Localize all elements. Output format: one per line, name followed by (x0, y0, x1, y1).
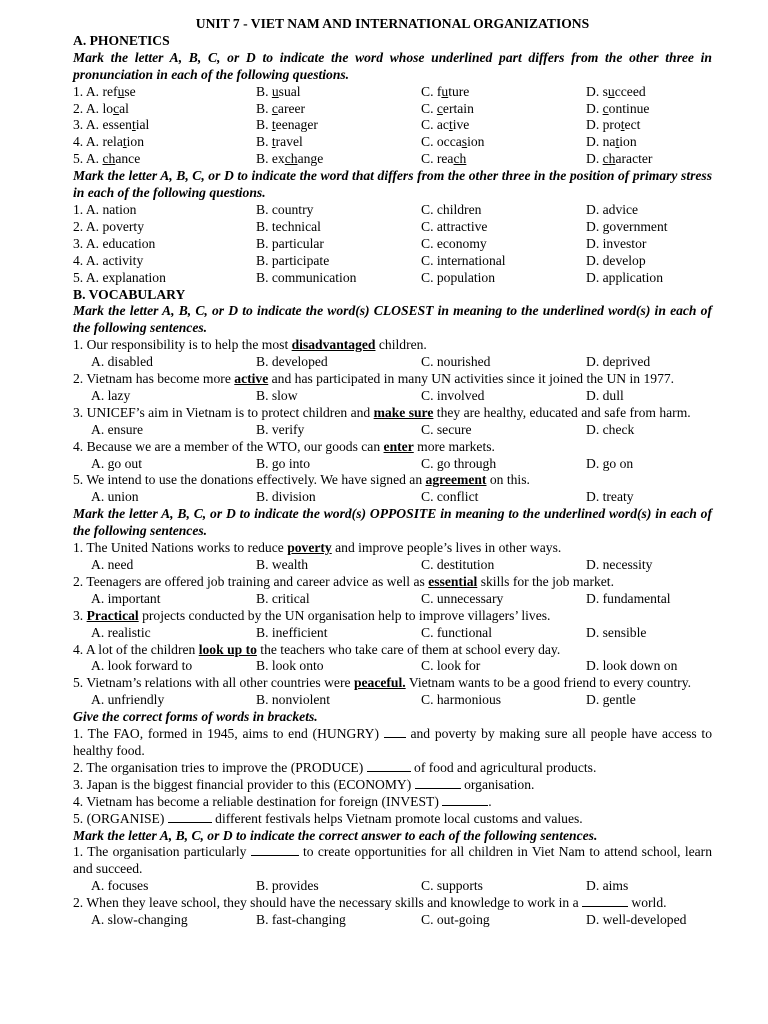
answer-option: A. focuses (91, 878, 149, 894)
answer-options-row (73, 489, 712, 506)
option-text: D. advice (586, 201, 639, 217)
word-part: ange (297, 151, 324, 167)
phonetics-heading: A. PHONETICS (73, 32, 170, 48)
answer-option: B. provides (256, 878, 319, 894)
option-text: A. nation (85, 201, 137, 217)
question-stem: 1. The United Nations works to reduce (73, 540, 288, 556)
answer-option: B. slow (256, 387, 298, 403)
answer-option: C. functional (421, 624, 492, 640)
answer-option: C. look for (421, 658, 481, 674)
option-text: A. poverty (85, 218, 144, 234)
underlined-keyword: Practical (86, 607, 139, 623)
question-text (73, 439, 712, 456)
option-letter: A. (85, 117, 100, 133)
option-letter: C. (421, 100, 434, 116)
option-letter: B. (256, 83, 269, 99)
answer-option (586, 270, 712, 287)
answer-option: C. supports (421, 878, 483, 894)
question-stem: different festivals helps Vietnam promote local customs and values. (211, 810, 583, 826)
question-stem: and improve people’s lives in other ways. (331, 540, 562, 556)
underlined-sound: t (615, 134, 620, 150)
pronunciation-question-list (73, 84, 712, 169)
answer-option (256, 236, 421, 253)
word-part: ture (448, 83, 470, 99)
answer-options-row (73, 658, 712, 675)
page-title: UNIT 7 - VIET NAM AND INTERNATIONAL ORGANIZATIONS (195, 16, 590, 31)
answer-option: D. sensible (586, 624, 647, 640)
word-part: ion (467, 134, 485, 150)
answer-option (73, 134, 256, 151)
question-stem: world. (628, 895, 667, 911)
answer-option: D. deprived (586, 354, 651, 370)
answer-option: B. go into (256, 455, 311, 471)
answer-blank[interactable] (442, 794, 488, 806)
question-text (73, 337, 712, 354)
answer-option: C. secure (421, 421, 472, 437)
question-stem: the teachers who take care of them at school every day. (256, 641, 561, 657)
option-text: D. government (586, 218, 668, 234)
answer-option (256, 219, 421, 236)
answer-option: D. necessity (586, 557, 653, 572)
question-text (73, 760, 712, 777)
underlined-keyword: active (234, 371, 269, 387)
answer-blank[interactable] (367, 760, 411, 772)
underlined-sound: ch (602, 151, 616, 167)
question-stem: and poverty by making sure all people have access to healthy food. (73, 726, 712, 758)
question-number: 5. (73, 269, 84, 285)
underlined-sound: t (271, 117, 276, 133)
underlined-keyword: enter (383, 438, 414, 454)
option-letter: C. (421, 134, 434, 150)
option-letter: C. (421, 83, 434, 99)
answer-option (421, 101, 586, 118)
question-text (73, 405, 712, 422)
word-part: pro (602, 117, 621, 133)
question-stem: 1. Our responsibility is to help the most (73, 337, 292, 353)
question-row (73, 84, 712, 101)
question-row (73, 151, 712, 168)
answer-option (421, 202, 586, 219)
question-stem: 2. Teenagers are offered job training and career advice as well as (73, 573, 429, 589)
question-row (73, 117, 712, 134)
opposite-meaning-question-list (73, 540, 712, 709)
word-part: sual (278, 83, 301, 99)
answer-option: B. division (256, 489, 316, 505)
question-number: 4. (73, 252, 84, 268)
option-letter: B. (256, 117, 269, 133)
question-stem: 5. We intend to use the donations effectively. We have signed an (73, 472, 426, 488)
question-text (73, 472, 712, 489)
answer-options-row (73, 422, 712, 439)
question-row (73, 202, 712, 219)
answer-option: A. unfriendly (91, 692, 165, 708)
answer-option: D. look down on (586, 658, 678, 674)
option-letter: C. (421, 151, 434, 167)
question-stem: Vietnam wants to be a good friend to every country. (405, 675, 692, 691)
option-text: B. country (256, 201, 314, 217)
answer-option (421, 151, 586, 168)
question-stem: skills for the job market. (477, 573, 614, 589)
option-letter: A. (85, 100, 100, 116)
question-text (73, 726, 712, 760)
underlined-sound: u (271, 83, 279, 99)
option-text: C. economy (421, 235, 487, 251)
question-stem: 2. The organisation tries to improve the (PRODUCE) (73, 759, 367, 775)
underlined-sound: ch (102, 151, 116, 167)
question-number: 1. (73, 83, 84, 99)
underlined-keyword: poverty (287, 540, 332, 556)
word-part: ref (102, 83, 118, 99)
question-text (73, 371, 712, 388)
word-part: lo (102, 100, 114, 116)
underlined-keyword: look up to (198, 641, 257, 657)
word-part: ac (436, 117, 449, 133)
answer-option (73, 270, 256, 287)
option-letter: A. (85, 83, 100, 99)
word-part: ect (624, 117, 641, 133)
question-stem: 2. Vietnam has become more (73, 371, 235, 387)
answer-option (256, 270, 421, 287)
underlined-sound: c (602, 100, 609, 116)
answer-option: A. go out (91, 455, 142, 471)
answer-option: D. aims (586, 878, 629, 894)
option-letter: A. (85, 151, 100, 167)
question-stem: they are healthy, educated and safe from harm. (433, 404, 691, 420)
answer-option: C. conflict (421, 489, 479, 505)
answer-option: B. wealth (256, 557, 309, 572)
answer-option: D. treaty (586, 489, 634, 505)
word-part: eenager (275, 117, 318, 133)
answer-option (421, 253, 586, 270)
underlined-sound: c (113, 100, 120, 116)
option-letter: D. (586, 83, 600, 99)
word-part: s (602, 83, 608, 99)
answer-option (256, 117, 421, 134)
answer-option (421, 134, 586, 151)
underlined-keyword: essential (428, 573, 478, 589)
vocabulary-heading: B. VOCABULARY (73, 286, 186, 302)
answer-options-row (73, 354, 712, 371)
answer-option: B. nonviolent (256, 692, 331, 708)
question-stem: 5. Vietnam’s relations with all other countries were (73, 675, 354, 691)
answer-option (256, 202, 421, 219)
question-number: 1. (73, 201, 84, 217)
question-text (73, 844, 712, 878)
option-letter: A. (85, 134, 100, 150)
opposite-meaning-instruction: Mark the letter A, B, C, or D to indicate the word(s) OPPOSITE in meaning to the underlined word(s) in each of the following sentences. (73, 506, 712, 539)
answer-blank (251, 844, 299, 856)
question-text (73, 642, 712, 659)
question-row (73, 134, 712, 151)
question-number: 2. (73, 100, 84, 116)
word-part: na (602, 134, 616, 150)
answer-option (586, 117, 712, 134)
option-text: A. activity (85, 252, 144, 268)
question-stem: 1. The FAO, formed in 1945, aims to end (HUNGRY) (73, 726, 384, 742)
answer-option: B. inefficient (256, 624, 328, 640)
answer-options-row (73, 456, 712, 473)
question-row (73, 270, 712, 287)
underlined-sound: c (271, 100, 278, 116)
answer-option (586, 219, 712, 236)
question-stem: projects conducted by the UN organisation help to improve villagers’ lives. (138, 607, 551, 623)
answer-option (73, 202, 256, 219)
word-part: ex (271, 151, 285, 167)
answer-option: D. go on (586, 455, 634, 471)
question-row (73, 236, 712, 253)
answer-option (256, 253, 421, 270)
answer-option: C. involved (421, 387, 485, 403)
answer-options-row (73, 557, 712, 574)
word-part: areer (277, 100, 306, 116)
answer-option: A. disabled (91, 354, 153, 370)
answer-option (256, 134, 421, 151)
answer-blank[interactable] (415, 777, 461, 789)
answer-option (73, 117, 256, 134)
answer-option: D. dull (586, 387, 624, 403)
answer-option: A. important (91, 590, 161, 606)
answer-option (586, 134, 712, 151)
answer-option (586, 151, 712, 168)
word-part: ion (619, 134, 637, 150)
word-part: ial (135, 117, 150, 133)
answer-options-row (73, 625, 712, 642)
answer-option (256, 84, 421, 101)
option-letter: B. (256, 134, 269, 150)
question-text (73, 540, 712, 557)
option-text: C. international (421, 252, 506, 268)
question-stem: more markets. (413, 438, 495, 454)
option-text: C. population (421, 269, 496, 285)
answer-option (421, 84, 586, 101)
underlined-sound: u (117, 83, 125, 99)
option-text: B. technical (256, 218, 321, 234)
answer-option (73, 101, 256, 118)
answer-option: D. well-developed (586, 912, 687, 928)
underlined-sound: t (620, 117, 625, 133)
answer-option: C. nourished (421, 354, 491, 370)
question-number: 3. (73, 235, 84, 251)
question-text (73, 811, 712, 828)
underlined-sound: ch (453, 151, 467, 167)
answer-option: B. look onto (256, 658, 324, 674)
word-part: ravel (275, 134, 303, 150)
answer-option (586, 84, 712, 101)
question-stem: to create opportunities for all children in Viet Nam to attend school, learn and succeed. (73, 844, 712, 877)
answer-option: C. harmonious (421, 692, 502, 708)
answer-option: C. out-going (421, 912, 490, 928)
answer-option (586, 236, 712, 253)
closest-meaning-question-list (73, 337, 712, 506)
word-part: al (119, 100, 129, 116)
question-stem: 4. Because we are a member of the WTO, our goods can (73, 438, 384, 454)
question-stem: 3. (73, 607, 87, 623)
word-part: ion (126, 134, 145, 150)
underlined-sound: s (461, 134, 468, 150)
answer-option (586, 101, 712, 118)
answer-option (73, 151, 256, 168)
question-stem: 3. UNICEF’s aim in Vietnam is to protect children and (73, 404, 374, 420)
answer-options-row (73, 878, 712, 895)
closest-meaning-instruction: Mark the letter A, B, C, or D to indicate the word(s) CLOSEST in meaning to the underlined word(s) in each of the following sentences. (73, 303, 712, 336)
word-part: rea (436, 151, 454, 167)
question-text (73, 777, 712, 794)
answer-option: C. unnecessary (421, 590, 504, 606)
underlined-keyword: disadvantaged (291, 337, 376, 353)
option-letter: D. (586, 117, 600, 133)
word-part: se (124, 83, 136, 99)
answer-option: D. fundamental (586, 590, 671, 606)
answer-option: A. slow-changing (91, 912, 188, 928)
word-part: ertain (442, 100, 474, 116)
answer-option (421, 236, 586, 253)
correct-answer-instruction: Mark the letter A, B, C, or D to indicate the correct answer to each of the following sentences. (73, 827, 598, 843)
answer-option (73, 253, 256, 270)
option-letter: B. (256, 151, 269, 167)
question-stem: of food and agricultural products. (410, 759, 597, 775)
answer-option (73, 84, 256, 101)
stress-question-list (73, 202, 712, 287)
question-stem: 1. The organisation particularly (73, 844, 251, 860)
underlined-sound: u (607, 83, 615, 99)
answer-option: A. look forward to (91, 658, 193, 674)
answer-option (421, 219, 586, 236)
answer-options-row (73, 692, 712, 709)
underlined-keyword: make sure (373, 404, 434, 420)
question-stem: 5. (ORGANISE) (73, 810, 168, 826)
option-text: B. particular (256, 235, 324, 251)
correct-answer-question-list (73, 844, 712, 929)
answer-option (586, 253, 712, 270)
question-number: 3. (73, 117, 84, 133)
word-forms-instruction: Give the correct forms of words in brackets. (73, 709, 318, 725)
option-text: A. explanation (85, 269, 166, 285)
question-stem: 2. When they leave school, they should have the necessary skills and knowledge to work in a (73, 895, 583, 911)
question-number: 5. (73, 151, 84, 167)
answer-option (256, 151, 421, 168)
question-number: 2. (73, 218, 84, 234)
question-text (73, 895, 712, 912)
answer-option: A. realistic (91, 624, 151, 640)
word-part: rela (102, 134, 123, 150)
question-row (73, 219, 712, 236)
question-stem: organisation. (460, 776, 535, 792)
answer-option: C. destitution (421, 557, 495, 572)
option-text: A. education (85, 235, 156, 251)
answer-option (256, 101, 421, 118)
answer-option: C. go through (421, 455, 497, 471)
answer-option (586, 202, 712, 219)
option-text: C. children (421, 201, 482, 217)
word-part: ive (452, 117, 470, 133)
word-part: essen (102, 117, 132, 133)
word-forms-question-list (73, 726, 712, 827)
underlined-sound: t (131, 117, 136, 133)
question-text (73, 608, 712, 625)
question-text (73, 794, 712, 811)
underlined-sound: t (122, 134, 127, 150)
answer-option (421, 270, 586, 287)
pronunciation-instruction: Mark the letter A, B, C, or D to indicate the word whose underlined part differs from the other three in pronunciation in each of the following questions. (73, 49, 712, 82)
question-row (73, 253, 712, 270)
question-text (73, 574, 712, 591)
option-letter: D. (586, 100, 600, 116)
underlined-keyword: agreement (425, 472, 487, 488)
question-stem: 4. A lot of the children (73, 641, 199, 657)
option-letter: B. (256, 100, 269, 116)
underlined-sound: t (448, 117, 453, 133)
answer-option (73, 236, 256, 253)
answer-option (73, 219, 256, 236)
word-part: occa (436, 134, 462, 150)
option-letter: D. (586, 151, 600, 167)
answer-option: A. ensure (91, 421, 144, 437)
answer-option (421, 117, 586, 134)
option-text: C. attractive (421, 218, 488, 234)
answer-blank[interactable] (168, 811, 212, 823)
answer-options-row (73, 388, 712, 405)
word-part: aracter (615, 151, 653, 167)
answer-blank (582, 895, 628, 907)
answer-option: B. developed (256, 354, 328, 370)
answer-option: D. gentle (586, 692, 636, 708)
answer-option: D. check (586, 421, 635, 437)
answer-option: B. critical (256, 590, 310, 606)
answer-option: A. need (91, 557, 134, 572)
answer-option: A. union (91, 489, 139, 505)
question-text (73, 675, 712, 692)
underlined-sound: u (441, 83, 449, 99)
option-letter: C. (421, 117, 434, 133)
question-stem: on this. (486, 472, 530, 488)
question-stem: . (488, 793, 492, 809)
underlined-keyword: peaceful. (353, 675, 406, 691)
option-text: B. communication (256, 269, 357, 285)
option-text: B. participate (256, 252, 330, 268)
word-part: ontinue (608, 100, 650, 116)
underlined-sound: c (436, 100, 443, 116)
question-number: 4. (73, 134, 84, 150)
answer-option: A. lazy (91, 387, 131, 403)
question-stem: 3. Japan is the biggest financial provider to this (ECONOMY) (73, 776, 415, 792)
answer-options-row (73, 912, 712, 929)
word-part: ance (115, 151, 141, 167)
question-row (73, 101, 712, 118)
option-text: D. investor (586, 235, 647, 251)
underlined-sound: t (271, 134, 276, 150)
answer-blank[interactable] (384, 726, 406, 738)
question-stem: 4. Vietnam has become a reliable destination for foreign (INVEST) (73, 793, 443, 809)
question-stem: and has participated in many UN activities since it joined the UN in 1977. (268, 371, 675, 387)
word-part: cceed (614, 83, 646, 99)
underlined-sound: ch (284, 151, 298, 167)
answer-options-row (73, 591, 712, 608)
option-letter: D. (586, 134, 600, 150)
option-text: D. develop (586, 252, 646, 268)
answer-option: B. verify (256, 421, 305, 437)
option-text: D. application (586, 269, 664, 285)
answer-option: B. fast-changing (256, 912, 346, 928)
word-part: f (436, 83, 442, 99)
stress-instruction: Mark the letter A, B, C, or D to indicate the word that differs from the other three in the position of primary stress in each of the following questions. (73, 168, 712, 201)
question-stem: children. (375, 337, 427, 353)
